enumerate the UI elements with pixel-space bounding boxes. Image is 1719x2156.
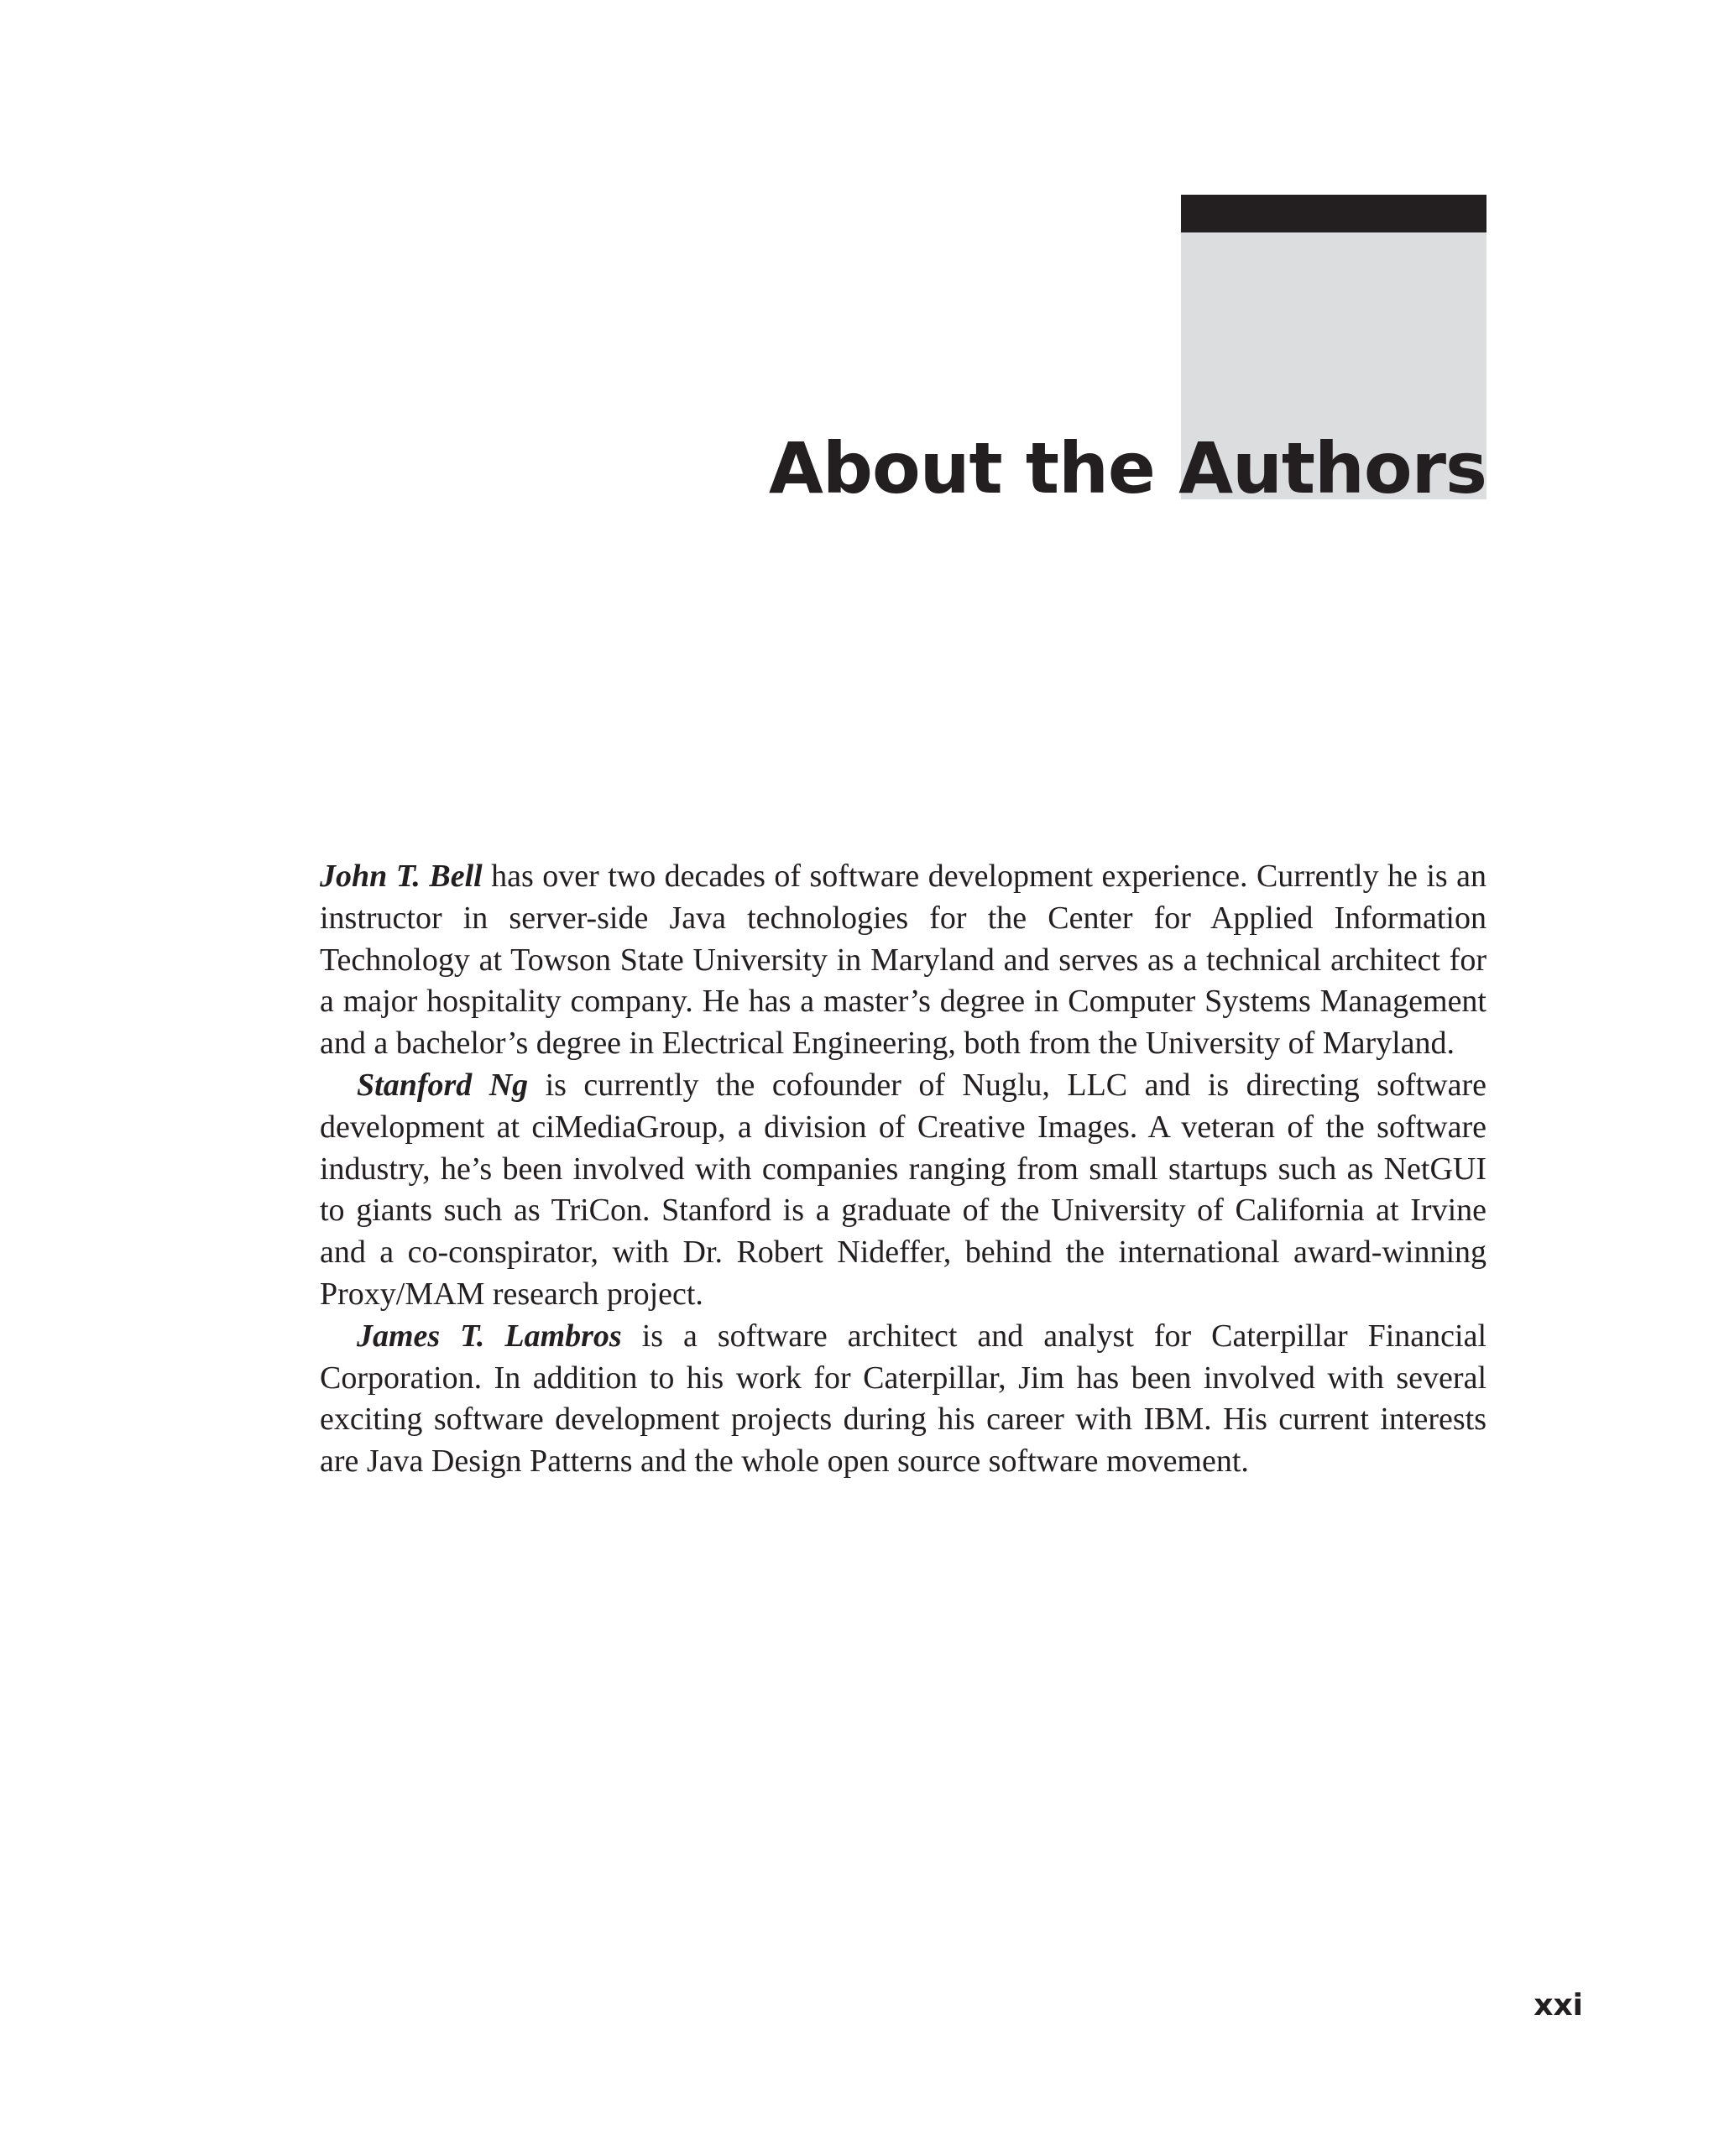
bio-text: is currently the cofounder of Nuglu, LLC and is directing software development at ciMediaGroup, a division of Creative Images. A veteran of the software industry, he’s been involved with companies ranging from small startups such as NetGUI to giants such as TriCon. Stanford is a graduate of the University of California at Irvine and a co-conspirator, with Dr. Robert Nideffer, behind the international award-winning Proxy/MAM research project. <box>320 1067 1486 1312</box>
bio-text: is a software architect and analyst for Caterpillar Financial Corporation. In addition to his work for Caterpillar, Jim has been involved with several exciting software development projects during his career with IBM. His current interests are Java Design Patterns and the whole open source software movement. <box>320 1318 1486 1480</box>
page-number: xxi <box>1534 1988 1583 2023</box>
author-bios <box>320 856 1486 1483</box>
page-title: About the Authors <box>768 427 1486 509</box>
bio-paragraph-lambros <box>320 1316 1486 1483</box>
author-name: John T. Bell <box>320 859 483 894</box>
bio-text: has over two decades of software development experience. Currently he is an instructor in server-side Java technologies for the Center for Applied Information Technology at Towson State University in Maryland and serves as a technical architect for a major hospitality company. He has a master’s degree in Computer Systems Management and a bachelor’s degree in Electrical Engineering, both from the University of Maryland. <box>320 859 1486 1062</box>
author-name: James T. Lambros <box>357 1318 622 1354</box>
bio-paragraph-ng <box>320 1065 1486 1316</box>
chapter-header-bar <box>1181 195 1486 232</box>
author-name: Stanford Ng <box>357 1067 529 1103</box>
bio-paragraph-bell <box>320 856 1486 1065</box>
